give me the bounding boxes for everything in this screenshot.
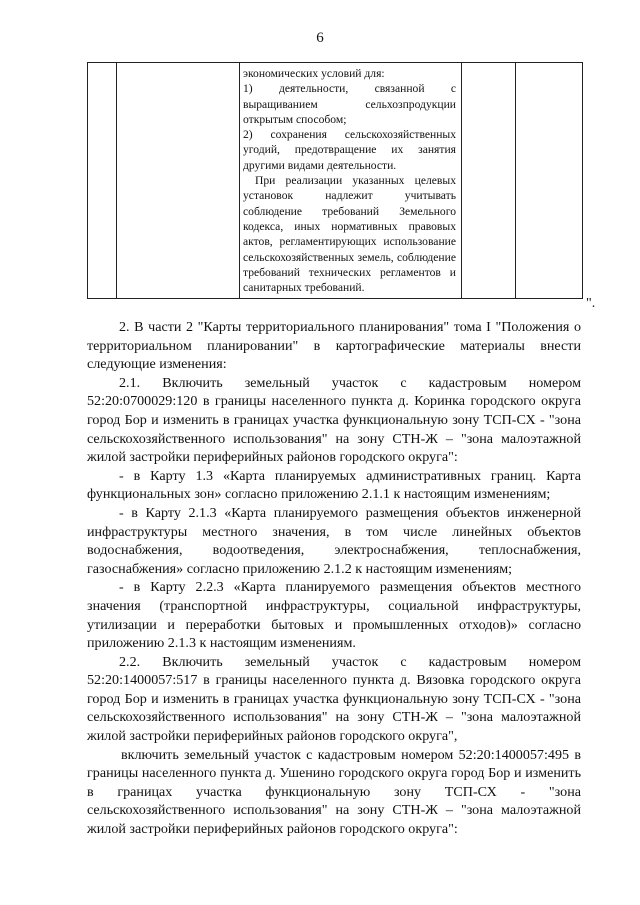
table-fragment [87,62,583,299]
table-column-divider [239,63,240,298]
body-paragraph: включить земельный участок с кадастровым номером 52:20:1400057:495 в границы населенного пункта д. Ушенино городского округа город Бор и изменить в границах участка функциональную зону ТСП-СХ - "зона сельскохозяйственного использования" на зону СТН-Ж – "зона малоэтажной жилой застройки периферийных районов городского округа": [87,746,581,838]
table-column-divider [461,63,462,298]
body-paragraph: - в Карту 1.3 «Карта планируемых административных границ. Карта функциональных зон» согласно приложению 2.1.1 к настоящим изменениям; [87,467,581,503]
cell-paragraph: При реализации указанных целевых установок надлежит учитывать соблюдение требований Земельного кодекса, иных нормативных правовых актов, регламентирующих использование сельскохозяйственных земель, соблюдение требований технических регламентов и санитарных требований. [243,174,456,295]
page-number: 6 [316,30,324,46]
cell-paragraph: 1) деятельности, связанной с выращиванием сельхозпродукции открытым способом; [243,82,456,126]
cell-paragraph: 2) сохранения сельскохозяйственных угодий, предотвращение их занятия другими видами деятельности. [243,128,456,172]
body-paragraph: 2.2. Включить земельный участок с кадастровым номером 52:20:1400057:517 в границы населенного пункта д. Вязовка городского округа город Бор и изменить в границах участка функциональную зону ТСП-СХ - "зона сельскохозяйственного использования" на зону СТН-Ж – "зона малоэтажной жилой застройки периферийных районов городского округа", [87,653,581,745]
body-paragraph: 2.1. Включить земельный участок с кадастровым номером 52:20:0700029:120 в границы населенного пункта д. Коринка городского округа город Бор и изменить в границах участка функциональную зону ТСП-СХ - "зона сельскохозяйственного использования" на зону СТН-Ж – "зона малоэтажной жилой застройки периферийных районов городского округа": [87,374,581,466]
cell-paragraph: экономических условий для: [243,67,385,80]
table-column-divider [116,63,117,298]
body-paragraph: 2. В части 2 "Карты территориального планирования" тома I "Положения о территориальном планировании" в картографические материалы внести следующие изменения: [87,319,581,373]
closing-quote: ". [586,296,596,311]
body-paragraph: - в Карту 2.1.3 «Карта планируемого размещения объектов инженерной инфраструктуры местного значения, в том числе линейных объектов водоснабжения, водоотведения, электроснабжения, теплоснабжения, газоснабжения» согласно приложению 2.1.2 к настоящим изменениям; [87,504,581,577]
document-body [87,318,581,839]
body-paragraph: - в Карту 2.2.3 «Карта планируемого размещения объектов местного значения (транспортной инфраструктуры, социальной инфраструктуры, утилизации и переработки бытовых и промышленных отходов)» согласно приложению 2.1.3 к настоящим изменениям. [87,579,581,652]
table-column-divider [515,63,516,298]
table-cell-text [243,66,456,295]
